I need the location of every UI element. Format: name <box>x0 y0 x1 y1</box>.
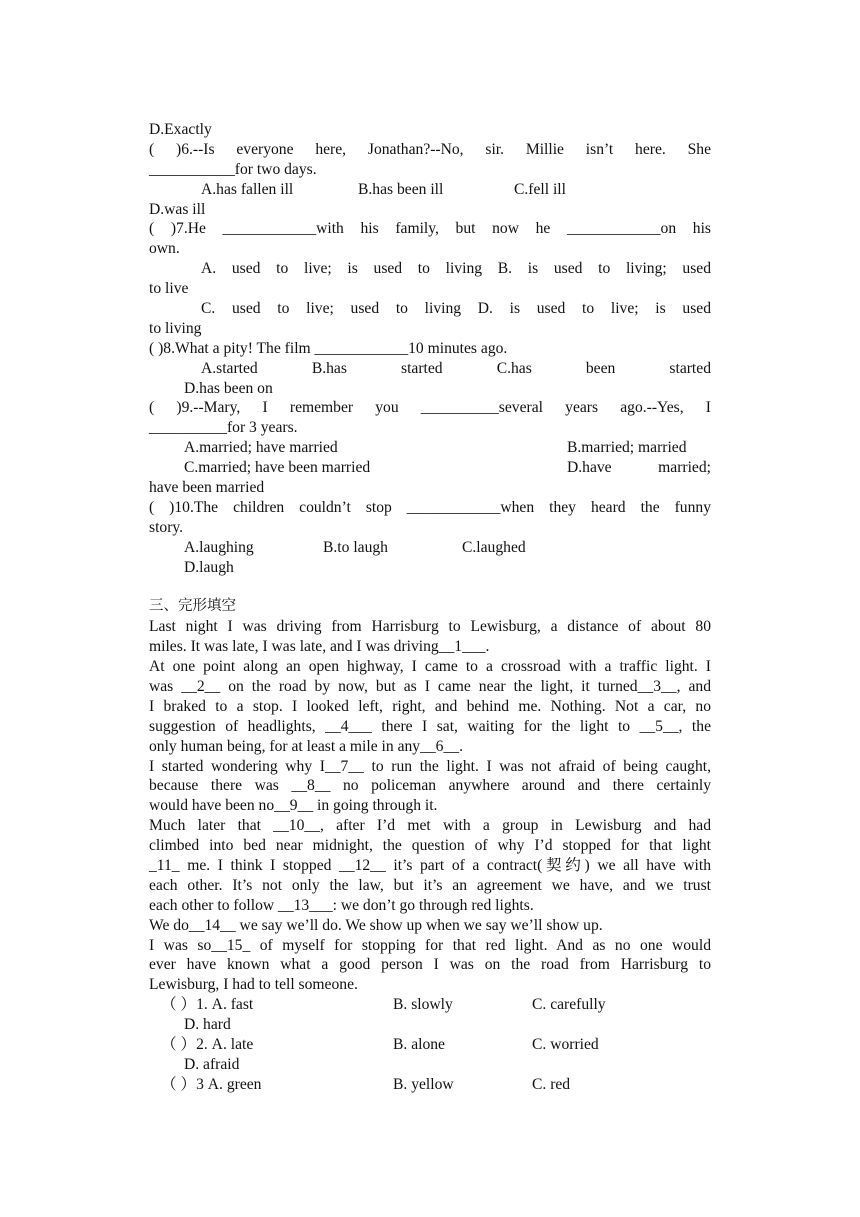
q7-stem: ( )7.He ____________with his family, but now he ____________on his <box>149 220 711 238</box>
q7-stem-cont: own. <box>149 240 180 258</box>
passage-line: suggestion of headlights, __4___ there I sat, waiting for the light to __5__, the <box>149 717 711 735</box>
passage-line: would have been no__9__ in going through it. <box>149 797 438 815</box>
q6-stem: ( )6.--Is everyone here, Jonathan?--No, sir. Millie isn’t here. She <box>149 140 711 158</box>
cloze-q1-option-c: C. carefully <box>532 996 606 1014</box>
q8-option-d: D.has been on <box>184 379 273 397</box>
q6-stem-cont: ___________for two days. <box>149 160 317 178</box>
passage-line: I was so__15_ of myself for stopping for that red light. And as no one would <box>149 936 711 954</box>
q10-option-c: C.laughed <box>462 538 526 556</box>
cloze-q3-options <box>149 1075 711 1095</box>
q9-option-a: A.married; have married <box>184 439 338 457</box>
q9-options-cd <box>149 458 711 478</box>
passage-line: _11_ me. I think I stopped __12__ it’s part of a contract(契约) we all have with <box>149 856 711 874</box>
q6-option-b: B.has been ill <box>358 180 444 198</box>
passage-line: each other. It’s not only the law, but it’s an agreement we have, and we trust <box>149 876 711 894</box>
passage-line: each other to follow __13___: we don’t go through red lights. <box>149 896 534 914</box>
passage-line: was __2__ on the road by now, but as I came near the light, it turned__3__, and <box>149 677 711 695</box>
passage-line: Lewisburg, I had to tell someone. <box>149 976 358 994</box>
q9-stem-cont: __________for 3 years. <box>149 419 298 437</box>
q10-option-b: B.to laugh <box>323 538 388 556</box>
passage-line: Last night I was driving from Harrisburg to Lewisburg, a distance of about 80 <box>149 618 711 636</box>
passage-line: ever have known what a good person I was on the road from Harrisburg to <box>149 956 711 974</box>
q7-options-cd-cont: to living <box>149 319 202 337</box>
q10-option-a: A.laughing <box>184 538 254 556</box>
cloze-q3-option-c: C. red <box>532 1075 571 1093</box>
q7-options-cd: C. used to live; used to living D. is used to live; is used <box>201 300 711 318</box>
q10-option-d: D.laugh <box>184 558 234 576</box>
q8-options-abc: A.started B.has started C.has been started <box>201 359 711 377</box>
passage-line: because there was __8__ no policeman anywhere around and there certainly <box>149 777 711 795</box>
passage-line: I started wondering why I__7__ to run the light. I was not afraid of being caught, <box>149 757 711 775</box>
q8-stem: ( )8.What a pity! The film ____________10 minutes ago. <box>149 339 508 357</box>
q6-option-d: D.was ill <box>149 200 206 218</box>
spacer <box>149 577 711 597</box>
q10-options <box>149 538 711 558</box>
passage-line: climbed into bed near midnight, the question of why I’d stopped for that light <box>149 837 711 855</box>
cloze-q2-option-a: （ ）2. A. late <box>161 1035 254 1053</box>
cloze-q3-option-a: （ ）3 A. green <box>161 1075 262 1093</box>
q9-option-d-cont: have been married <box>149 479 265 497</box>
cloze-q1-option-b: B. slowly <box>393 996 453 1014</box>
cloze-q3-option-b: B. yellow <box>393 1075 454 1093</box>
q10-stem-cont: story. <box>149 518 184 536</box>
q9-stem: ( )9.--Mary, I remember you __________several years ago.--Yes, I <box>149 399 711 417</box>
q6-option-a: A.has fallen ill <box>201 180 294 198</box>
cloze-q2-options <box>149 1035 711 1055</box>
passage-line: I braked to a stop. I looked left, right, and behind me. Nothing. Not a car, no <box>149 697 711 715</box>
cloze-q2-option-d: D. afraid <box>184 1055 240 1073</box>
cloze-q1-option-a: （ ）1. A. fast <box>161 996 254 1014</box>
worksheet-page <box>149 120 711 1095</box>
q6-options <box>149 180 711 200</box>
q10-stem: ( )10.The children couldn’t stop ____________when they heard the funny <box>149 498 711 516</box>
passage-line: We do__14__ we say we’ll do. We show up when we say we’ll show up. <box>149 916 603 934</box>
q9-option-c: C.married; have been married <box>184 459 371 477</box>
q7-options-ab: A. used to live; is used to living B. is used to living; used <box>201 260 711 278</box>
passage-line: Much later that __10__, after I’d met with a group in Lewisburg and had <box>149 817 711 835</box>
passage-line: At one point along an open highway, I came to a crossroad with a traffic light. I <box>149 658 711 676</box>
q7-options-ab-cont: to live <box>149 280 189 298</box>
q9-option-d: D.have married; <box>567 459 711 477</box>
q9-options-ab <box>149 438 711 458</box>
cloze-q1-options <box>149 995 711 1015</box>
section-heading: 三、完形填空 <box>149 598 236 615</box>
passage-line: only human being, for at least a mile in any__6__. <box>149 737 463 755</box>
cloze-q2-option-b: B. alone <box>393 1035 445 1053</box>
passage-line: miles. It was late, I was late, and I was driving__1___. <box>149 638 490 656</box>
q6-option-c: C.fell ill <box>514 180 566 198</box>
cloze-q1-option-d: D. hard <box>184 1016 231 1034</box>
cloze-q2-option-c: C. worried <box>532 1035 599 1053</box>
q9-option-b: B.married; married <box>567 439 687 457</box>
q5-option-d: D.Exactly <box>149 121 212 138</box>
